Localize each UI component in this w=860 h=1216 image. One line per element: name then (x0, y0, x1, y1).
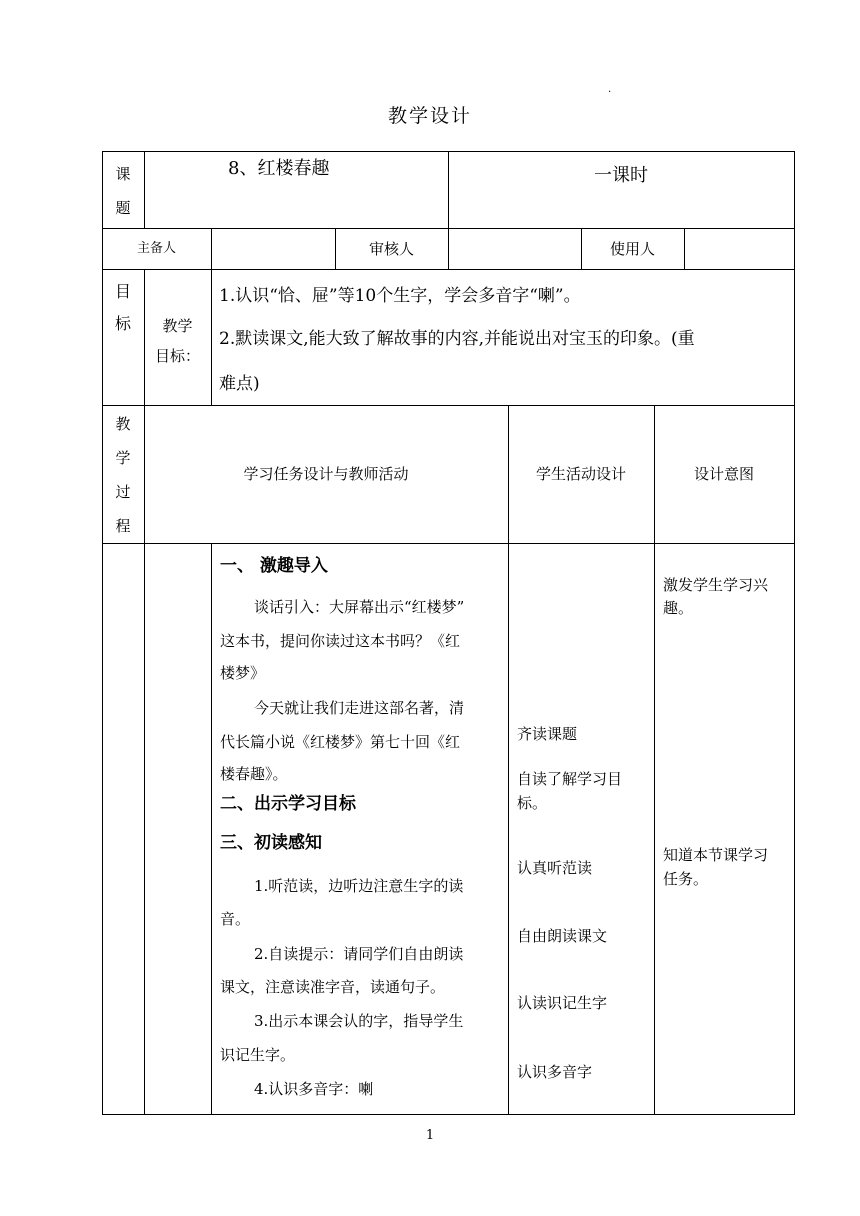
goals-label: 目 标 (114, 282, 131, 333)
section-1-paragraph-2-line-1: 今天就让我们走进这部名著，清 (254, 699, 465, 717)
lesson-title: 8、红楼春趣 (228, 158, 330, 179)
goal-2-line-2: 难点) (219, 374, 260, 394)
section-2-heading: 二、出示学习目标 (220, 794, 356, 814)
student-activity-2-line-2: 标。 (517, 794, 548, 812)
process-label: 教 学 过 程 (115, 415, 131, 535)
design-intent-2-line-2: 任务。 (663, 870, 709, 888)
item-3-line-2: 识记生字。 (220, 1046, 296, 1064)
top-mark: . (608, 84, 612, 95)
student-activity-6: 认识多音字 (517, 1063, 593, 1081)
item-2-line-2: 课文，注意读准字音，读通句子。 (220, 978, 446, 996)
item-1-line-2: 音。 (220, 910, 251, 928)
preparer-label: 主备人 (136, 241, 176, 256)
student-activity-4: 自由朗读课文 (517, 927, 608, 945)
section-1-paragraph-1-line-3: 楼梦》 (220, 664, 266, 682)
student-activity-2-line-1: 自读了解学习目 (517, 770, 623, 788)
section-1-paragraph-2-line-3: 楼春趣》。 (220, 765, 288, 783)
lesson-label: 课 题 (115, 165, 131, 217)
header-student-activities: 学生活动设计 (535, 465, 626, 483)
item-3-line-1: 3.出示本课会认的字，指导学生 (254, 1012, 464, 1030)
section-1-paragraph-2-line-2: 代长篇小说《红楼梦》第七十回《红 (220, 733, 461, 751)
design-intent-1-line-2: 趣。 (663, 599, 694, 617)
section-3-heading: 三、初读感知 (220, 833, 322, 853)
header-tasks: 学习任务设计与教师活动 (243, 465, 409, 483)
item-1-line-1: 1.听范读，边听边注意生字的读 (254, 877, 464, 895)
page-number: 1 (425, 1128, 435, 1143)
goal-1: 1.认识“恰、屉”等10个生字，学会多音字“喇”。 (219, 286, 581, 306)
item-2-line-1: 2.自读提示：请同学们自由朗读 (254, 945, 464, 963)
user-label: 使用人 (609, 240, 655, 258)
header-design-intent: 设计意图 (693, 465, 754, 483)
goal-2-line-1: 2.默读课文,能大致了解故事的内容,并能说出对宝玉的印象。(重 (219, 329, 695, 349)
section-1-paragraph-1-line-1: 谈话引入：大屏幕出示“红楼梦” (254, 598, 465, 616)
section-1-paragraph-1-line-2: 这本书，提问你读过这本书吗？《红 (220, 632, 461, 650)
item-4: 4.认识多音字：喇 (254, 1080, 374, 1098)
student-activity-1: 齐读课题 (517, 725, 578, 743)
teaching-goals-label: 教学 目标： (154, 317, 200, 365)
lesson-period: 一课时 (594, 165, 648, 186)
student-activity-5: 认读识记生字 (517, 994, 608, 1012)
student-activity-3: 认真听范读 (517, 859, 593, 877)
reviewer-label: 审核人 (368, 240, 414, 258)
section-1-heading: 一、 激趣导入 (220, 556, 328, 576)
design-intent-2-line-1: 知道本节课学习 (663, 846, 769, 864)
design-intent-1-line-1: 激发学生学习兴 (663, 576, 769, 594)
document-title: 教学设计 (387, 105, 472, 127)
